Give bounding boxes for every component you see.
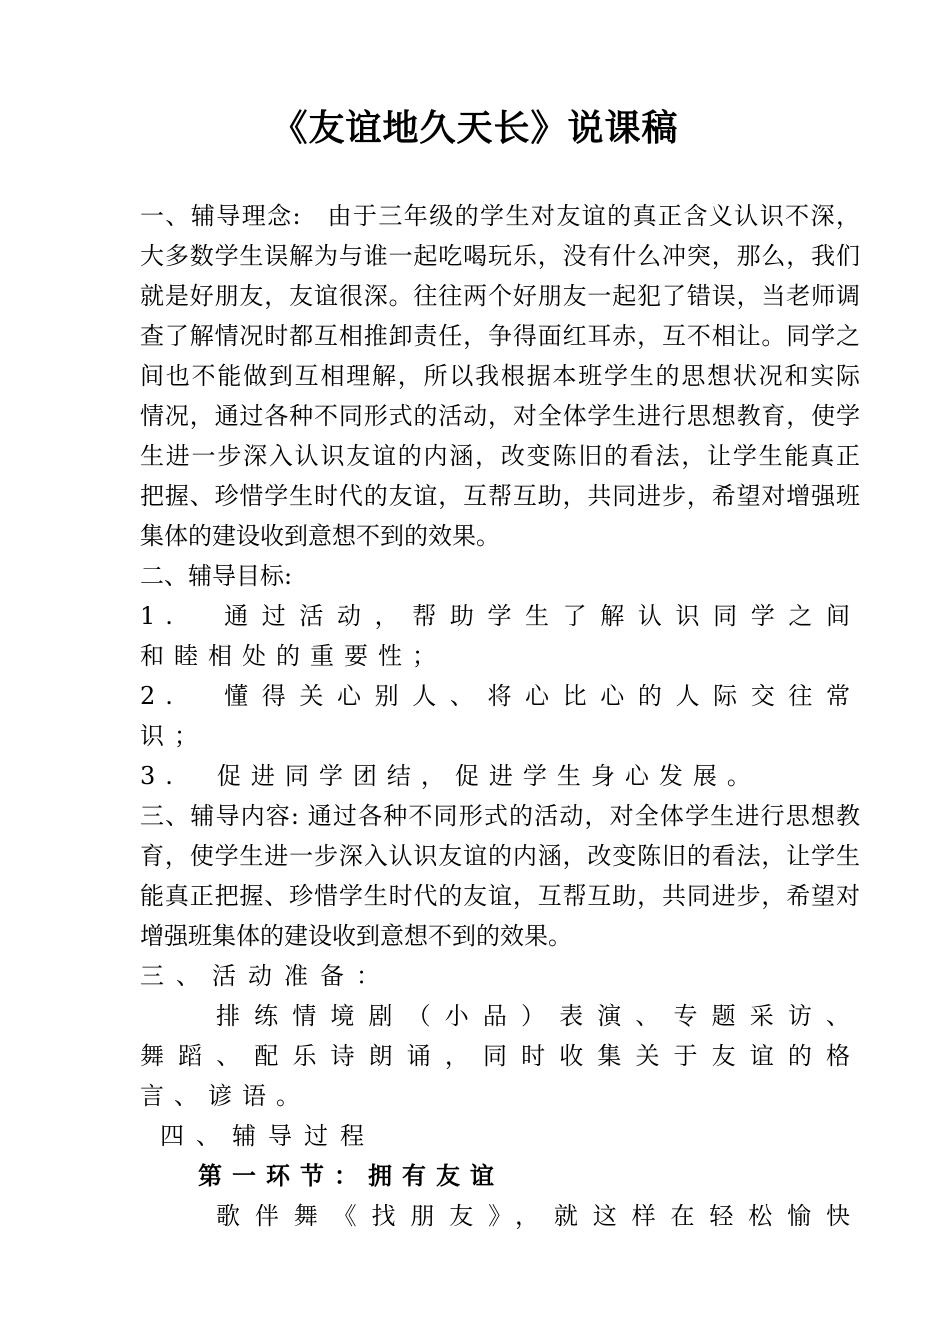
goals-heading: 二、辅导目标: [140, 562, 293, 590]
text-line: 间也不能做到互相理解，所以我根据本班学生的思想状况和实际 [140, 362, 860, 390]
stage-1-text: 歌伴舞《找朋友》，就这样在轻松愉快 [216, 1202, 860, 1230]
text-line: 查了解情况时都互相推卸责任，争得面红耳赤，互不相让。同学之 [140, 322, 860, 350]
goal-item-1-cont: 和睦相处的重要性； [140, 642, 446, 670]
document-body [140, 196, 860, 1236]
prep-line: 排练情境剧（小品）表演、专题采访、 [216, 1002, 860, 1030]
text-line: 集体的建设收到意想不到的效果。 [140, 522, 500, 550]
prep-heading: 三、活动准备： [140, 962, 392, 990]
text-line: 把握、珍惜学生时代的友谊，互帮互助，共同进步，希望对增强班 [140, 482, 860, 510]
text-line: 三、辅导内容: 通过各种不同形式的活动，对全体学生进行思想教 [140, 802, 860, 830]
goal-item-3: 3. 促进同学团结，促进学生身心发展。 [140, 762, 761, 790]
prep-line: 言、谚语。 [140, 1082, 310, 1110]
text-line: 能真正把握、珍惜学生时代的友谊，互帮互助，共同进步，希望对 [140, 882, 860, 910]
process-heading: 四、辅导过程 [160, 1122, 376, 1150]
text-line: 就是好朋友，友谊很深。往往两个好朋友一起犯了错误，当老师调 [140, 282, 860, 310]
document-title: 《友谊地久天长》说课稿 [271, 107, 679, 149]
text-line: 大多数学生误解为与谁一起吃喝玩乐，没有什么冲突，那么，我们 [140, 242, 860, 270]
text-line: 育，使学生进一步深入认识友谊的内涵，改变陈旧的看法，让学生 [140, 842, 860, 870]
stage-1-heading: 第一环节：拥有友谊 [198, 1161, 504, 1190]
goal-item-1: 1. 通过活动，帮助学生了解认识同学之间 [140, 602, 860, 630]
prep-line: 舞蹈、配乐诗朗诵，同时收集关于友谊的格 [140, 1042, 860, 1070]
goal-item-2: 2. 懂得关心别人、将心比心的人际交往常 [140, 682, 860, 710]
text-line: 增强班集体的建设收到意想不到的效果。 [140, 922, 572, 950]
text-line: 一、辅导理念: 由于三年级的学生对友谊的真正含义认识不深， [140, 202, 860, 230]
text-line: 情况，通过各种不同形式的活动，对全体学生进行思想教育，使学 [140, 402, 860, 430]
text-line: 生进一步深入认识友谊的内涵，改变陈旧的看法，让学生能真正 [140, 442, 860, 470]
goal-item-2-cont: 识； [140, 722, 208, 750]
